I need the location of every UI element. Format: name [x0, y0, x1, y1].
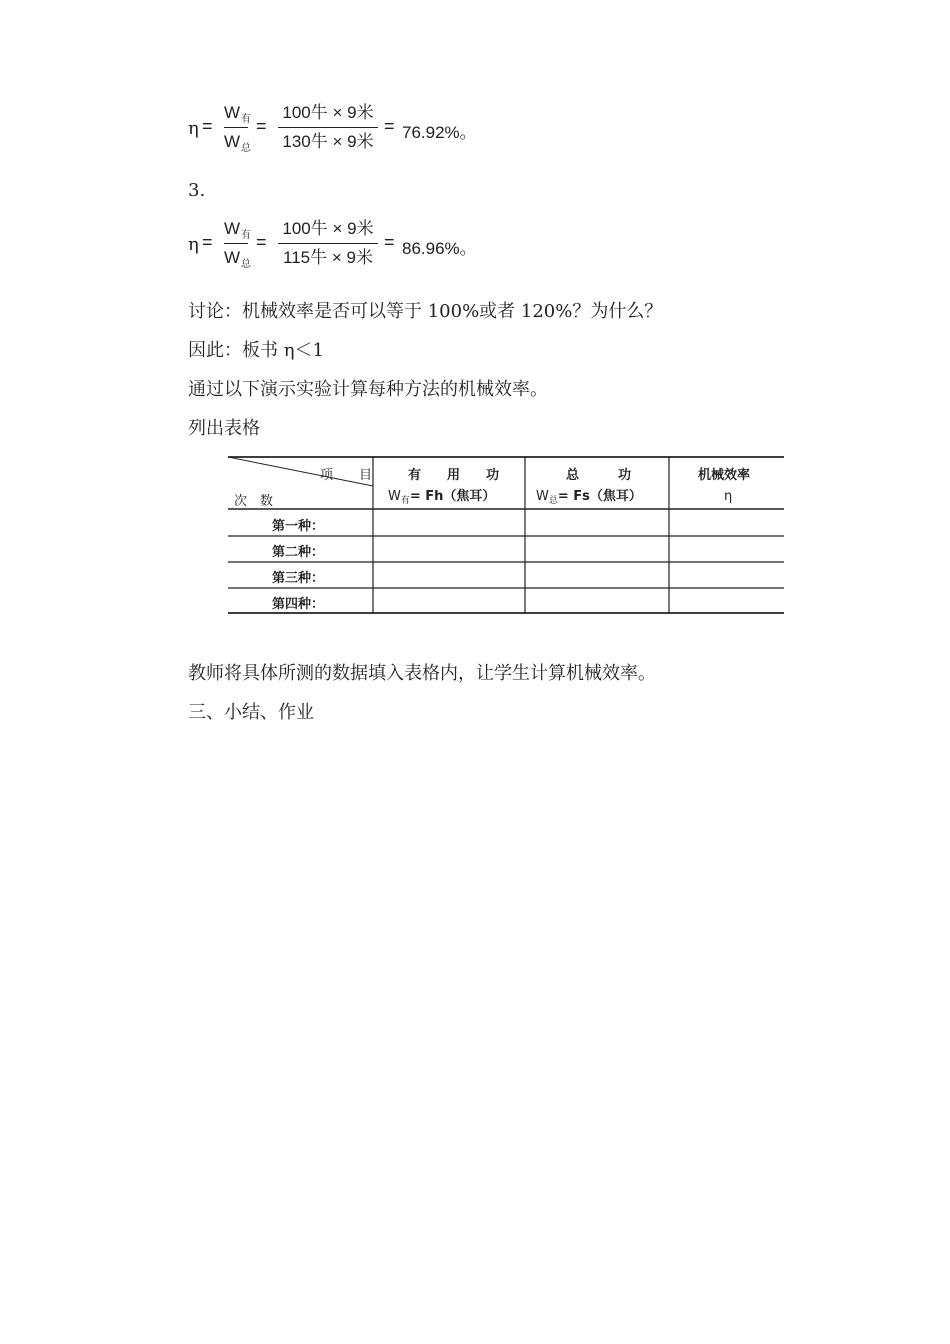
- efficiency-formula-2: [188, 216, 508, 278]
- eta-symbol: η: [188, 234, 199, 255]
- equals-sign: =: [202, 116, 213, 136]
- result-value: 86.96%。: [402, 239, 477, 258]
- demo-text: 通过以下演示实验计算每种方法的机械效率。: [188, 379, 548, 400]
- equals-sign: =: [384, 116, 395, 136]
- useful-work-header: 有 用 功: [408, 468, 500, 483]
- denominator-value: 115牛 × 9米: [283, 248, 373, 267]
- value-fraction: [278, 100, 378, 155]
- work-ratio-fraction: $W_有$ $W_总$: [224, 103, 252, 154]
- item-3-label: 3.: [188, 180, 206, 201]
- equals-sign: =: [256, 116, 267, 136]
- header-item-label: 项 目: [320, 468, 373, 483]
- numerator-value: 100牛 × 9米: [282, 103, 374, 122]
- useful-work-formula: $W_有= Fh$（焦耳）: [388, 489, 496, 506]
- teacher-text: 教师将具体所测的数据填入表格内，让学生计算机械效率。: [188, 663, 656, 684]
- numerator-value: 100牛 × 9米: [282, 219, 374, 238]
- total-work-formula: $W_总= Fs$（焦耳）: [536, 489, 642, 506]
- list-table-text: 列出表格: [188, 418, 260, 439]
- equals-sign: =: [202, 232, 213, 252]
- efficiency-formula-1: [188, 100, 508, 162]
- row-label-2: 第二种：: [272, 545, 325, 560]
- work-ratio-fraction: $W_有$ $W_总$: [224, 219, 252, 270]
- row-label-4: 第四种：: [272, 597, 325, 612]
- row-label-1: 第一种：: [272, 519, 325, 534]
- summary-heading: 三、小结、作业: [188, 702, 314, 723]
- value-fraction: [278, 216, 378, 271]
- header-count-label: 次 数: [234, 494, 274, 509]
- conclusion-text: 因此：板书 η＜1: [188, 340, 324, 361]
- discussion-text: 讨论：机械效率是否可以等于 100%或者 120%？为什么？: [188, 301, 663, 322]
- equals-sign: =: [256, 232, 267, 252]
- denominator-value: 130牛 × 9米: [282, 132, 374, 151]
- efficiency-header: 机械效率: [698, 468, 751, 483]
- efficiency-table: [228, 456, 784, 614]
- efficiency-symbol: η: [724, 489, 733, 504]
- result-value: 76.92%。: [402, 123, 477, 142]
- eta-symbol: η: [188, 118, 199, 139]
- row-label-3: 第三种：: [272, 571, 325, 586]
- total-work-header: 总 功: [566, 468, 632, 483]
- equals-sign: =: [384, 232, 395, 252]
